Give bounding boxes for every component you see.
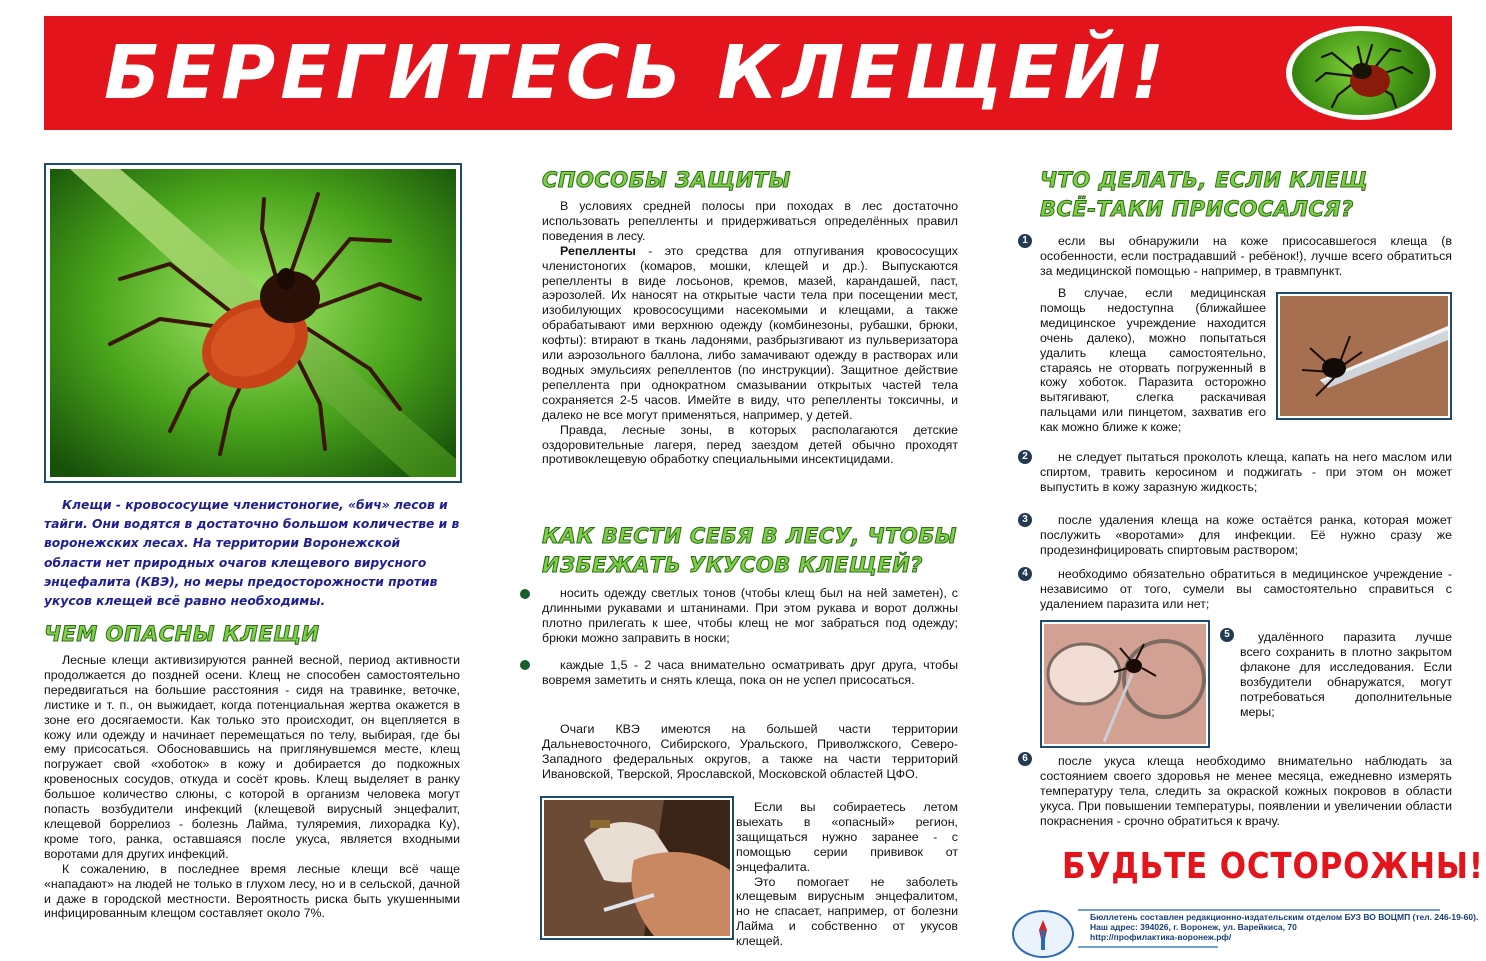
attached-heading: ЧТО ДЕЛАТЬ, ЕСЛИ КЛЕЩ ВСЁ-ТАКИ ПРИСОСАЛСЯ?	[1040, 168, 1369, 221]
step-5-text: удалённого паразита лучше всего сохранить в плотно закрытом флаконе для исследования. Если возбудители обнаружатся, могут потребоваться дополнительные меры;	[1240, 630, 1452, 719]
protection-heading: СПОСОБЫ ЗАЩИТЫ	[542, 168, 791, 192]
protection-paragraph-1: В условиях средней полосы при походах в лес достаточно использовать репелленты и придерживаться определённых правил поведения в лесу.	[542, 199, 958, 243]
repellents-term: Репелленты	[560, 243, 636, 258]
poster-title: БЕРЕГИТЕСЬ КЛЕЩЕЙ!	[104, 30, 1170, 116]
step-number: 4	[1018, 567, 1032, 581]
step-number: 6	[1018, 752, 1032, 766]
intro-text: Клещи - кровососущие членистоногие, «бич» лесов и тайги. Они водятся в достаточно большом количестве и в воронежских лесах. На территории Воронежской области нет природных очагов клещевого вирусного энцефалита (КВЭ), но меры предосторожности против укусов клещей всё равно необходимы.	[44, 498, 460, 609]
step-number: 5	[1220, 628, 1234, 642]
vaccination-text	[736, 800, 958, 949]
step-1-detail: В случае, если медицинская помощь недоступна (ближайшее медицинское учреждение находится очень далеко), можно попытаться удалить клеща самостоятельно, стараясь не оторвать погруженный в кожу хоботок. Паразита осторожно вытягивают, слегка раскачивая пальцами или пинцетом, захватив его как можно ближе к коже;	[1040, 286, 1266, 435]
organization-logo	[1012, 910, 1074, 958]
tick-photo	[44, 163, 462, 483]
protection-text	[542, 199, 958, 467]
step-1-text: если вы обнаружили на коже присосавшегося клеща (в особенности, если пострадавший - ребёнок!), лучше всего обратиться за медицинской помощью - например, в травмпункт.	[1040, 234, 1452, 278]
step-number: 3	[1018, 513, 1032, 527]
behavior-heading: КАК ВЕСТИ СЕБЯ В ЛЕСУ, ЧТОБЫ ИЗБЕЖАТЬ УКУСОВ КЛЕЩЕЙ?	[542, 524, 958, 577]
tweezers-photo	[1276, 292, 1452, 420]
behavior-item-2: каждые 1,5 - 2 часа внимательно осматривать друг друга, чтобы вовремя заметить и снять клеща, пока он не успел присосаться.	[542, 658, 958, 687]
bullet-dot	[520, 660, 530, 670]
footer-divider	[1078, 946, 1218, 948]
behavior-item-1: носить одежду светлых тонов (чтобы клещ был на ней заметен), с длинными рукавами и штанинами. При этом рукава и ворот должны плотно прилегать к шее, чтобы клещ не мог забраться под одежду; брюки можно заправить в носки;	[542, 586, 958, 645]
vaccination-photo	[540, 796, 734, 940]
kve-foci-text: Очаги КВЭ имеются на большей части территории Дальневосточного, Сибирского, Уральского, Приволжского, Северо-Западного федеральных округов, а также на части территорий Ивановской, Тверской, Ярославской, Московской областей ЦФО.	[542, 722, 958, 781]
step-6-text: после укуса клеща необходимо внимательно наблюдать за состоянием своего здоровья не менее месяца, ежедневно измерять температуру тела, следить за окраской кожных покровов в области укуса. При повышении температуры, появлении и увеличении области покраснения - срочно обратиться к врачу.	[1040, 754, 1452, 828]
protection-paragraph-2: Репелленты - это средства для отпугивания кровососущих членистоногих (комаров, мошки, клещей и др.). Выпускаются репелленты в виде лосьонов, кремов, мазей, карандашей, паст, аэрозолей. Их наносят на открытые части тела при посещении мест, изобилующих кровососущими насекомыми и клещами, а также обрабатывают ими верхнюю одежду (комбинезоны, рубашки, брюки, кофты): втирают в ткань ладонями, разбрызгивают из пульверизатора или аэрозольного баллона, либо замачивают одежду в растворах или водных эмульсиях репеллентов (по инструкции). Защитное действие репеллента при однократном смазывании открытых частей тела сохраняется 2-5 часов. Имейте в виду, что репелленты токсичны, и далеко не все могут применяться, например, у детей.	[542, 243, 958, 422]
danger-text	[44, 653, 460, 921]
danger-paragraph-2: К сожалению, в последнее время лесные клещи всё чаще «нападают» на людей не только в глухом лесу, но и в сельской, дачной и даже в городской местности. Вероятность риска быть укушенными инфицированным клещом составляет около 7%.	[44, 861, 460, 921]
title-banner	[44, 16, 1452, 130]
step-number: 2	[1018, 450, 1032, 464]
vaccination-paragraph-1: Если вы собираетесь летом выехать в «опасный» регион, защищаться нужно заранее - с помощью серии прививок от энцефалита.	[736, 800, 958, 874]
website-link[interactable]: http://профилактика-воронеж.рф/	[1090, 932, 1232, 942]
step-4-text: необходимо обязательно обратиться в медицинское учреждение - независимо от того, сумели вы самостоятельно справиться с удалением паразита или нет;	[1040, 567, 1452, 611]
step-3-text: после удаления клеща на коже остаётся ранка, которая может послужить «воротами» для инфекции. Её нужно сразу же продезинфицировать спиртовым раствором;	[1040, 513, 1452, 557]
step-number: 1	[1018, 234, 1032, 248]
footer-info: Бюллетень составлен редакционно-издательским отделом БУЗ ВО ВОЦМП (тел. 246-19-60). Наш адрес: 394026, г. Воронеж, ул. Варейкиса, 70 http://профилактика-воронеж.рф/	[1090, 912, 1479, 942]
warning-text: БУДЬТЕ ОСТОРОЖНЫ!	[1062, 846, 1484, 887]
footer-divider	[1078, 909, 1440, 911]
step-2-text: не следует пытаться проколоть клеща, капать на него маслом или спиртом, травить керосином и поджигать - при этом он может выпустить в кожу заразную жидкость;	[1040, 450, 1452, 494]
vaccination-paragraph-2: Это помогает не заболеть клещевым вирусным энцефалитом, но не спасает, например, от болезни Лайма и собственно от укусов клещей.	[736, 874, 958, 949]
magnifier-photo	[1040, 620, 1210, 748]
banner-tick-photo	[1286, 26, 1436, 120]
bullet-dot	[520, 589, 530, 599]
danger-paragraph-1: Лесные клещи активизируются ранней весной, период активности продолжается до поздней осени. Клещ не способен самостоятельно передвигаться на большие расстояния - сидя на травинке, веточке, листике и т. п., он выжидает, когда потенциальная жертва окажется в зоне его досягаемости. Как только это происходит, он вцепляется в кожу или одежду и начинает перемещаться по телу, выбирая, где бы ему присосаться. Обосновавшись на приглянувшемся месте, клещ погружает свой «хоботок» в кожу и добирается до подкожных кровеносных сосудов, откуда и сосёт кровь. Клещ выделяет в ранку большое количество слюны, с которой в организм человека могут попасть возбудители инфекций (клещевой вирусный энцефалит, клещевой боррелиоз - болезнь Лайма, туляремия, лихорадка Ку), кроме того, ранка, оставшаяся после укуса, является входными воротами для других инфекций.	[44, 653, 460, 861]
protection-paragraph-3: Правда, лесные зоны, в которых располагаются детские оздоровительные лагеря, перед заездом детей обычно проходят противоклещевую обработку специальными инсектицидами.	[542, 422, 958, 467]
danger-heading: ЧЕМ ОПАСНЫ КЛЕЩИ	[44, 622, 320, 646]
